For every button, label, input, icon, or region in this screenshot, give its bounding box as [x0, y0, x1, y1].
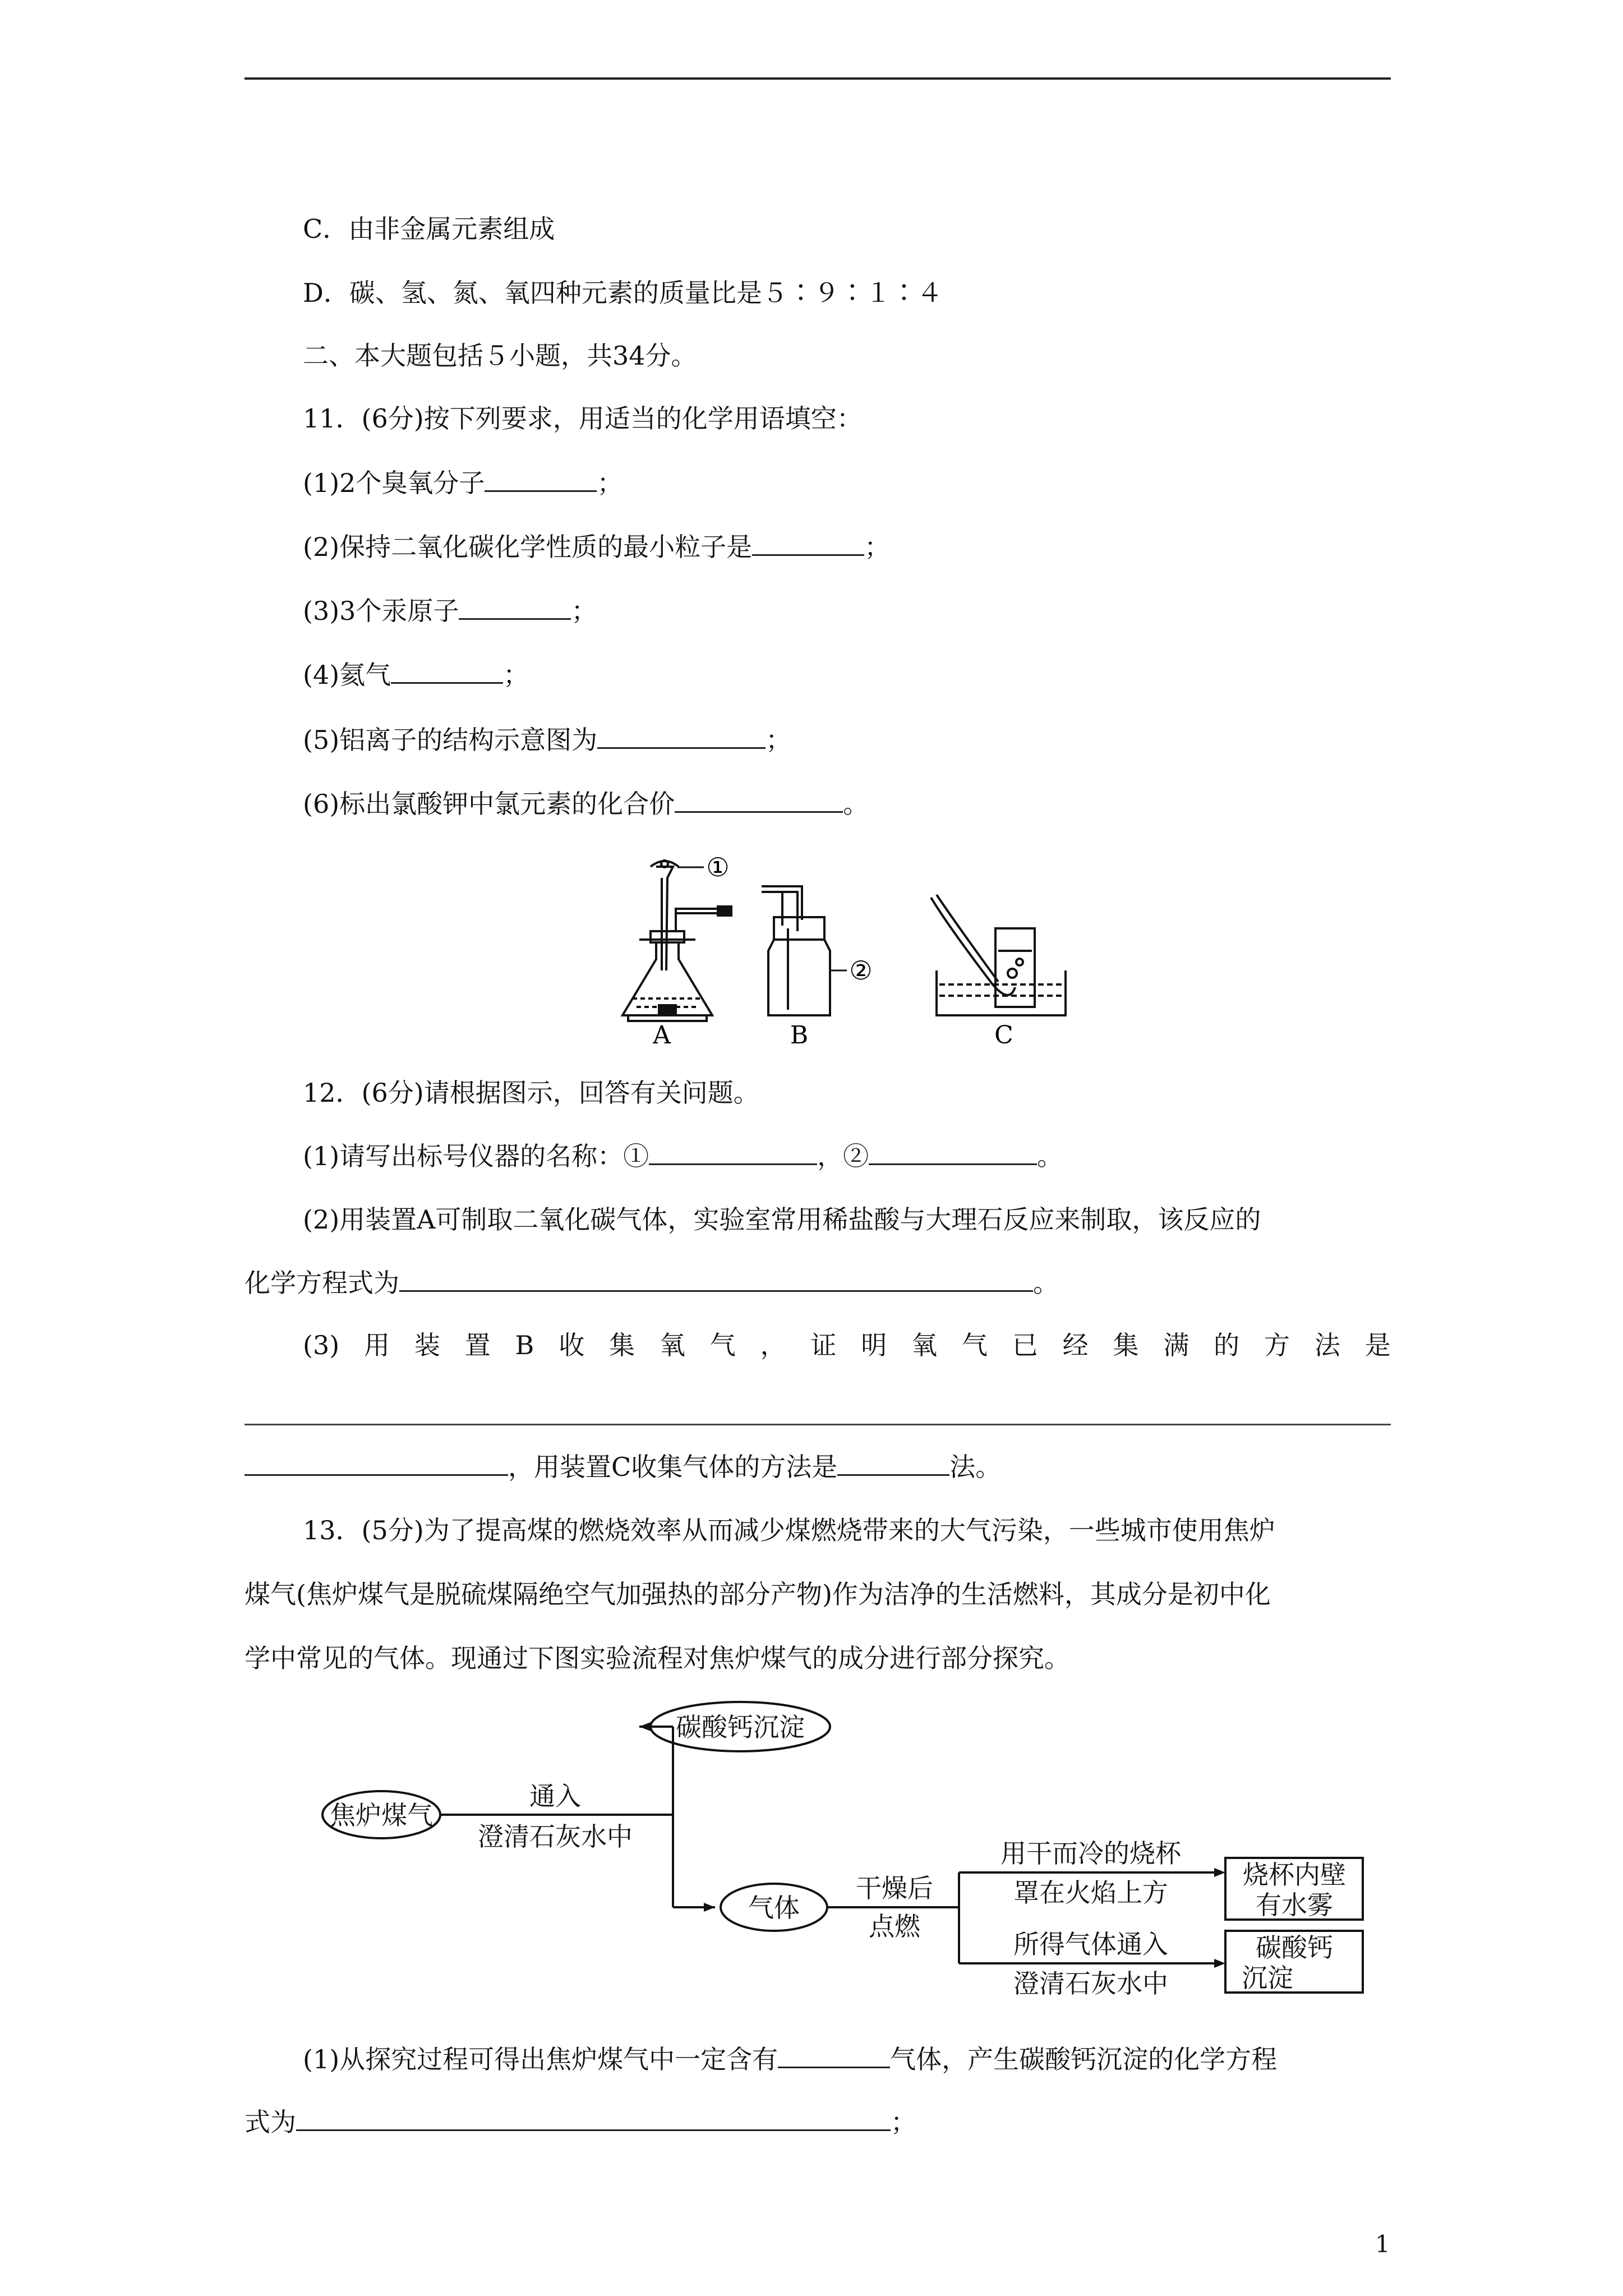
- header-rule: [245, 77, 1391, 80]
- flow-result1-line1: 烧杯内壁: [1243, 1860, 1346, 1890]
- q12-part-2-line-1: (2)用装置A可制取二氧化碳气体，实验室常用稀盐酸与大理石反应来制取，该反应的: [303, 1204, 1261, 1235]
- q13-line-2: 煤气(焦炉煤气是脱硫煤隔绝空气加强热的部分产物)作为洁净的生活燃料，其成分是初中化: [245, 1579, 1271, 1609]
- q11-blank-2[interactable]: [752, 530, 864, 556]
- q11-blank-1[interactable]: [485, 466, 597, 492]
- flow-precipitate-label: 碳酸钙沉淀: [676, 1712, 805, 1742]
- flow-step2-top: 干燥后: [856, 1873, 933, 1903]
- q11-blank-5[interactable]: [597, 723, 766, 749]
- q13-line-3: 学中常见的气体。现通过下图实验流程对焦炉煤气的成分进行部分探究。: [245, 1643, 1070, 1673]
- arrowhead-precipitate-icon: [639, 1722, 651, 1731]
- q11-item-2: (2)保持二氧化碳化学性质的最小粒子是 ；: [303, 530, 890, 564]
- flow-step1-bottom: 澄清石灰水中: [478, 1821, 633, 1852]
- q12-part-3-line-3: ，用装置C收集气体的方法是 法。: [245, 1450, 1001, 1484]
- q13-blank-1[interactable]: [778, 2042, 890, 2068]
- option-d: D．碳、氢、氮、氧四种元素的质量比是５∶９∶１∶４: [303, 278, 943, 308]
- q11-blank-4[interactable]: [391, 657, 503, 684]
- arrowhead-result-2-icon: [1214, 1959, 1225, 1968]
- q11-item-6: (6)标出氯酸钾中氯元素的化合价 。: [303, 786, 869, 821]
- q11-item-5: (5)铝离子的结构示意图为 ；: [303, 723, 791, 757]
- flow-step2-bottom: 点燃: [869, 1911, 920, 1941]
- apparatus-a-flask-icon: [623, 861, 731, 1021]
- q12-stem: 12．(6分)请根据图示，回答有关问题。: [303, 1078, 759, 1108]
- marker-2: ②: [849, 955, 873, 986]
- q11-stem: 11．(6分)按下列要求，用适当的化学用语填空：: [303, 403, 863, 434]
- q11-blank-6[interactable]: [675, 786, 843, 813]
- page-number: 1: [1375, 2230, 1390, 2258]
- q12-blank-2[interactable]: [869, 1139, 1037, 1165]
- flow-start-label: 焦炉煤气: [330, 1800, 433, 1830]
- q13-line-1: 13．(5分)为了提高煤的燃烧效率从而减少煤燃烧带来的大气污染，一些城市使用焦炉: [303, 1515, 1275, 1545]
- apparatus-c-trough-icon: [931, 895, 1066, 1015]
- flow-step1-top: 通入: [529, 1781, 581, 1811]
- q12-part-3-line-1: (3) 用 装 置 B 收 集 氧 气 ， 证 明 氧 气 已 经 集 满 的 方 法 是: [303, 1330, 1391, 1360]
- q12-blank-1[interactable]: [649, 1139, 817, 1165]
- q11-item-1: (1)2个臭氧分子 ；: [303, 466, 623, 500]
- flow-result2-line2: 沉淀: [1242, 1963, 1293, 1993]
- q12-part-2-line-2: 化学方程式为 。: [245, 1266, 1059, 1300]
- arrowhead-result-1-icon: [1214, 1868, 1225, 1877]
- flow-gas-label: 气体: [748, 1893, 800, 1923]
- arrowhead-gas-icon: [704, 1903, 715, 1912]
- q13-part-1-line-1: (1)从探究过程可得出焦炉煤气中一定含有 气体，产生碳酸钙沉淀的化学方程: [303, 2042, 1277, 2076]
- flow-branch1-top: 用干而冷的烧杯: [1000, 1838, 1181, 1869]
- q11-item-3: (3)3个汞原子 ；: [303, 593, 597, 628]
- option-c: C．由非金属元素组成: [303, 214, 555, 244]
- label-c: C: [994, 1021, 1013, 1049]
- flow-branch2-bottom: 澄清石灰水中: [1013, 1968, 1168, 1999]
- flow-branch1-bottom: 罩在火焰上方: [1013, 1878, 1168, 1908]
- flow-result1-line2: 有水雾: [1256, 1890, 1333, 1920]
- label-a: A: [653, 1021, 671, 1049]
- q12-blank-4[interactable]: [245, 1450, 508, 1476]
- flow-diagram: [314, 1694, 1380, 2008]
- q12-blank-5[interactable]: [837, 1450, 949, 1476]
- flow-branch2-top: 所得气体通入: [1013, 1929, 1168, 1959]
- apparatus-figure: [606, 847, 1088, 1049]
- q13-part-1-line-2: 式为 ；: [245, 2105, 916, 2139]
- q12-blank-3[interactable]: [399, 1266, 1033, 1292]
- q11-item-4: (4)氦气 ；: [303, 657, 529, 692]
- apparatus-b-bottle-icon: [762, 886, 830, 1015]
- q11-blank-3[interactable]: [459, 593, 571, 620]
- section-two-heading: 二、本大题包括５小题，共34分。: [303, 341, 697, 371]
- marker-1: ①: [706, 852, 730, 882]
- label-b: B: [790, 1021, 809, 1049]
- flow-result2-line1: 碳酸钙: [1256, 1932, 1333, 1963]
- q12-answer-line[interactable]: [245, 1424, 1391, 1425]
- q13-blank-2[interactable]: [296, 2105, 891, 2131]
- q12-part-1: (1)请写出标号仪器的名称：① ，② 。: [303, 1139, 1063, 1173]
